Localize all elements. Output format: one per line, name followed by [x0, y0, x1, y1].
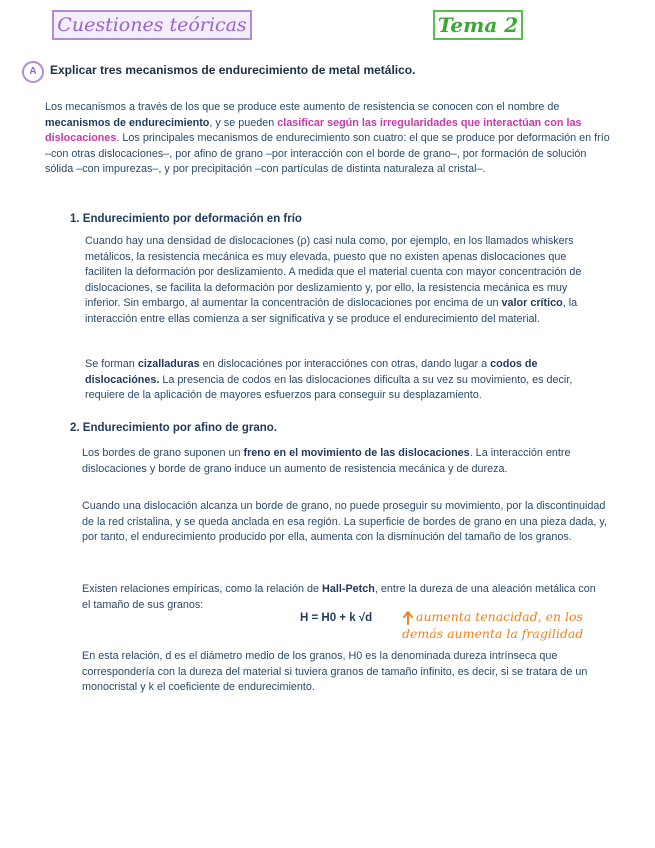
paragraph-text: Los bordes de grano suponen un: [82, 447, 244, 459]
section2-heading: 2. Endurecimiento por afino de grano.: [70, 422, 278, 434]
bold-term: Hall-Petch: [322, 583, 375, 595]
intro-highlight: clasificar según las irregularidades que interactúan con las dislocaciones: [45, 116, 582, 144]
question-badge: A: [22, 61, 44, 83]
topic-label: Tema 2: [433, 10, 523, 40]
intro-text: Los mecanismos a través de los que se produce este aumento de resistencia se conocen con el nombre de: [45, 101, 560, 113]
section2-paragraph-4: En esta relación, d es el diámetro medio de los granos, H0 es la denominada dureza intrínseca que correspondería con la dureza del material si tuviera granos de tamaño infinito, es decir, si se tratara de un monocristal y k el coeficiente de endurecimiento.: [82, 650, 588, 693]
paragraph-text: Existen relaciones empíricas, como la relación de: [82, 583, 323, 595]
bold-term: codos de dislocaciónes.: [85, 358, 538, 386]
handwritten-note: aumenta tenacidad, en los demás aumenta la fragilidad: [402, 609, 584, 641]
paragraph-text: , entre la dureza de una aleación metálica con el tamaño de sus granos:: [82, 583, 596, 611]
section1-paragraph-1: [85, 234, 605, 327]
intro-bold-term: mecanismos de endurecimiento: [45, 116, 210, 129]
paragraph-text: La presencia de codos en las dislocaciones dificulta a su vez su movimiento, es decir, requiere de la aplicación de mayores esfuerzos para conseguir su desplazamiento.: [85, 373, 573, 401]
header-title: Cuestiones teóricas: [52, 10, 252, 40]
bold-term: valor crítico: [501, 297, 563, 309]
question-title: Explicar tres mecanismos de endurecimiento de metal metálico.: [50, 63, 416, 77]
section1-paragraph-2: [85, 357, 605, 404]
intro-text: . Los principales mecanismos de endurecimiento son cuatro: el que se produce por deformación en frío –con otras dislocaciones–, por afino de grano –por interacción con el borde de grano–, por formación de solución sólida –con impurezas–, y por precipitación –con partículas de distinta naturaleza al cristal–.: [45, 132, 610, 175]
paragraph-text: . La interacción entre dislocaciones y borde de grano induce un aumento de resistencia mecánica y de dureza.: [82, 447, 571, 475]
intro-paragraph: [45, 100, 610, 178]
intro-text: , y se pueden: [209, 116, 278, 129]
paragraph-text: Cuando hay una densidad de dislocaciones (ρ) casi nula como, por ejemplo, en los llamados whiskers metálicos, la resistencia mecánica es muy elevada, puesto que no existen apenas dislocaciones que faciliten la deformación por deslizamiento. A medida que el material cuenta con mayor concentración de dislocaciones, se facilita la deformación por deslizamiento y, por ello, la resistencia mecánica es muy inferior. Sin embargo, al aumentar la concentración de dislocaciones por encima de un: [85, 235, 582, 309]
section2-paragraph-1: [82, 446, 607, 477]
section2-paragraph-2: Cuando una dislocación alcanza un borde de grano, no puede proseguir su movimiento, por la discontinuidad de la red cristalina, y se queda anclada en esa región. La superficie de bordes de grano en una pieza dada, y, por tanto, el endurecimiento producido por ella, aumenta con la disminución del tamaño de los granos.: [82, 500, 608, 543]
paragraph-text: en dislocaciónes por interacciónes con otras, dando lugar a: [199, 358, 491, 370]
hall-petch-formula: H = H0 + k √d: [300, 612, 373, 624]
paragraph-text: , la interacción entre ellas comienza a ser significativa y se produce el endurecimiento del material.: [85, 297, 578, 325]
section1-heading: 1. Endurecimiento por deformación en frío: [70, 213, 302, 225]
bold-term: cizalladuras: [137, 358, 200, 370]
bold-term: freno en el movimiento de las dislocaciones: [243, 447, 470, 459]
paragraph-text: Se forman: [85, 358, 138, 370]
